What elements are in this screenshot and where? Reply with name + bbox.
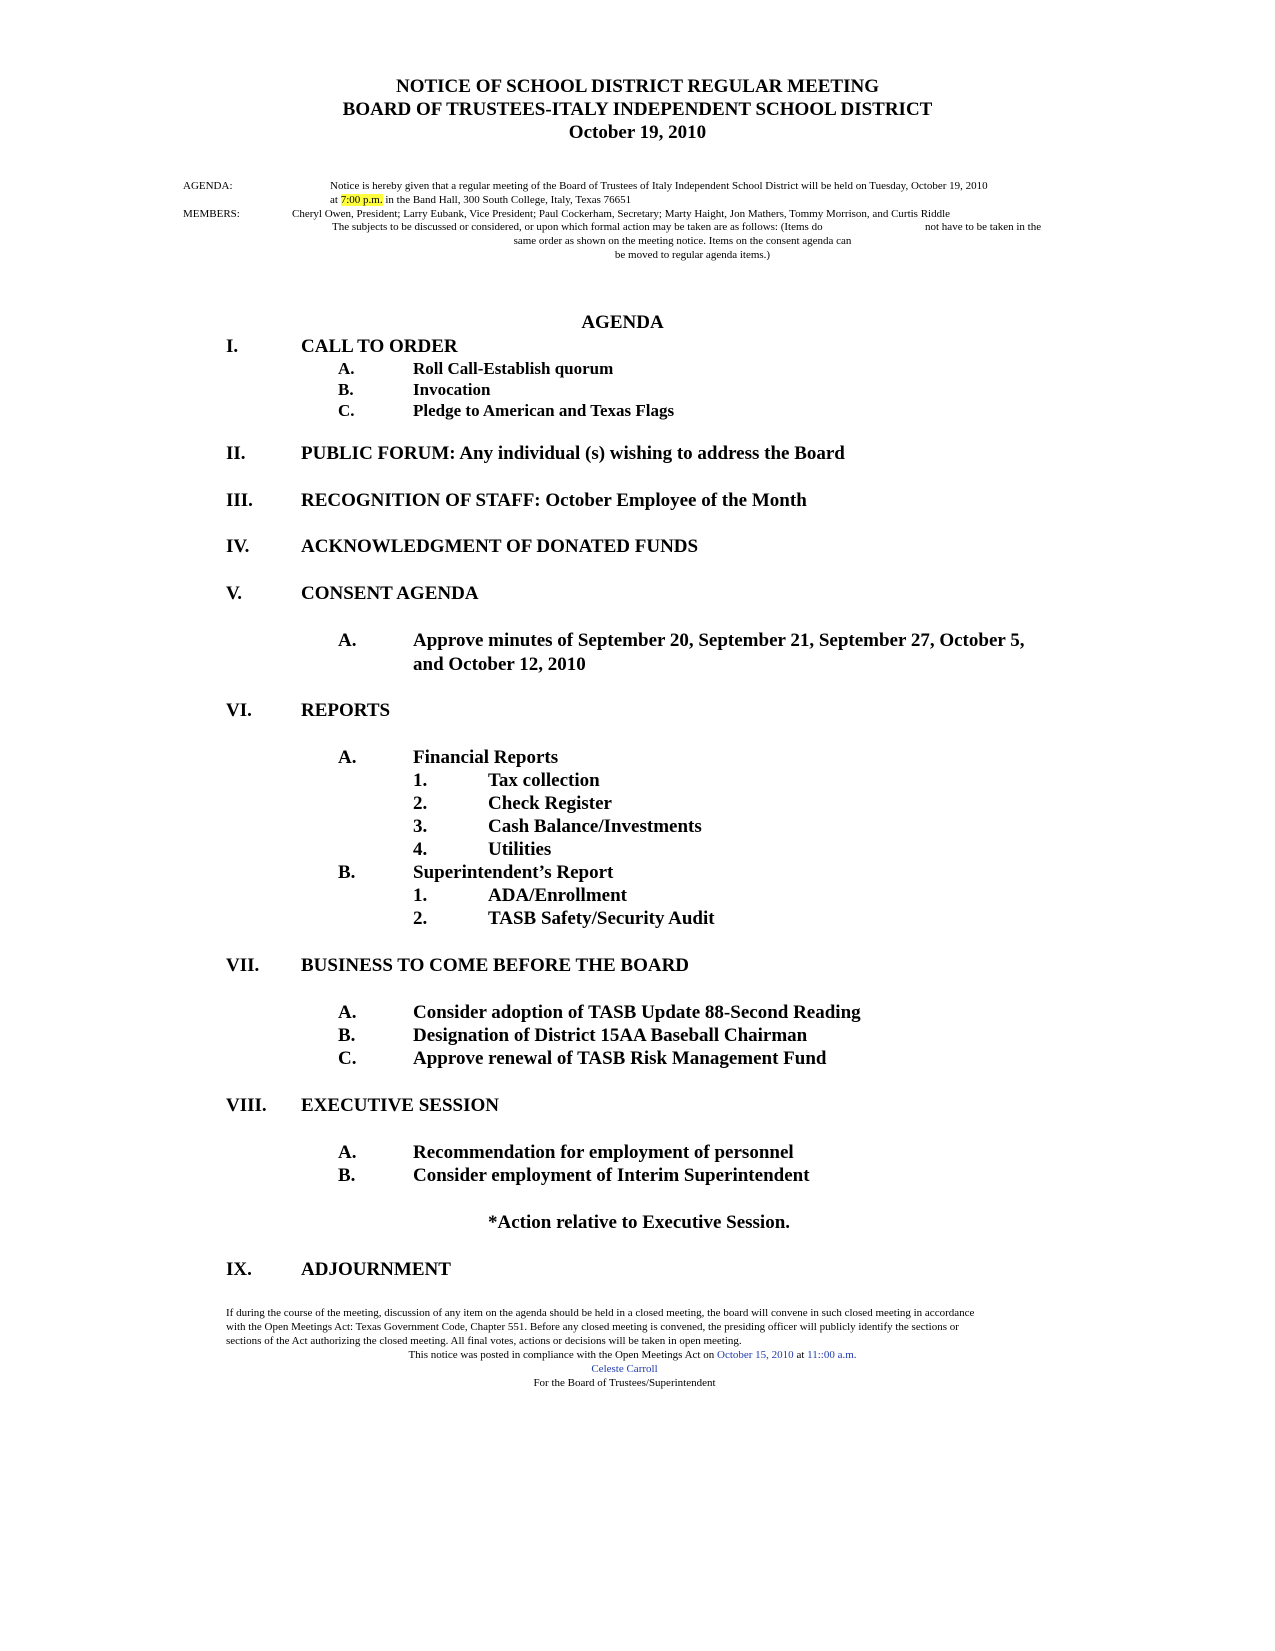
item-tasb-update: Consider adoption of TASB Update 88-Second Reading: [413, 1002, 861, 1023]
posting-statement: This notice was posted in compliance with the Open Meetings Act on October 15, 2010 at 11::00 a.m.: [408, 1349, 857, 1361]
item-letter: A.: [338, 1002, 357, 1023]
subjects-line-3: be moved to regular agenda items.): [614, 249, 771, 261]
item-invocation: Invocation: [413, 380, 491, 399]
subitem-number: 3.: [413, 816, 428, 837]
signer-role: For the Board of Trustees/Superintendent: [533, 1377, 716, 1389]
notice-title: NOTICE OF SCHOOL DISTRICT REGULAR MEETING: [395, 76, 879, 97]
section-number: III.: [226, 490, 253, 511]
item-letter: B.: [338, 1025, 356, 1046]
item-interim-superintendent: Consider employment of Interim Superintendent: [413, 1165, 810, 1186]
item-letter: C.: [338, 1048, 357, 1069]
section-recognition-of-staff: RECOGNITION OF STAFF: October Employee of the Month: [301, 490, 807, 511]
subitem-check-register: Check Register: [488, 793, 612, 814]
subitem-number: 1.: [413, 885, 428, 906]
agenda-label: AGENDA:: [183, 180, 233, 192]
agenda-notice-line-2: at 7:00 p.m. in the Band Hall, 300 South College, Italy, Texas 76651: [330, 194, 632, 206]
section-number: VIII.: [226, 1095, 267, 1116]
section-call-to-order: CALL TO ORDER: [301, 336, 458, 357]
section-number: I.: [226, 336, 239, 357]
section-business: BUSINESS TO COME BEFORE THE BOARD: [301, 955, 690, 976]
subjects-line-1a: The subjects to be discussed or considered, or upon which formal action may be taken are as follows: (Items do: [332, 221, 823, 233]
section-adjournment: ADJOURNMENT: [301, 1259, 451, 1280]
item-letter: B.: [338, 862, 356, 883]
item-letter: A.: [338, 359, 355, 378]
item-letter: A.: [338, 1142, 357, 1163]
item-pledge: Pledge to American and Texas Flags: [413, 401, 675, 420]
item-baseball-chairman: Designation of District 15AA Baseball Chairman: [413, 1025, 808, 1046]
section-reports: REPORTS: [301, 700, 391, 721]
subitem-ada-enrollment: ADA/Enrollment: [488, 885, 627, 906]
section-consent-agenda: CONSENT AGENDA: [301, 583, 479, 604]
subitem-tax-collection: Tax collection: [488, 770, 600, 791]
closed-meeting-notice: If during the course of the meeting, discussion of any item on the agenda should be held in a closed meeting, the board will convene in such closed meeting in accordance with the Open Meetings Act: Texas Government Code, Chapter 551. Before any closed meeting is convened, the presiding officer will publicly identify the sections or sections of the Act authorizing the closed meeting. All final votes, actions or decisions will be taken in open meeting.: [226, 1307, 975, 1347]
section-number: V.: [226, 583, 243, 604]
subjects-line-1b: not have to be taken in the: [925, 221, 1042, 233]
members-list: Cheryl Owen, President; Larry Eubank, Vice President; Paul Cockerham, Secretary; Marty Haight, Jon Mathers, Tommy Morrison, and Curtis Riddle: [292, 208, 951, 220]
subitem-safety-audit: TASB Safety/Security Audit: [488, 908, 715, 929]
item-employment-personnel: Recommendation for employment of personnel: [413, 1142, 794, 1163]
section-number: II.: [226, 443, 246, 464]
item-financial-reports: Financial Reports: [413, 747, 559, 768]
section-number: IX.: [226, 1259, 252, 1280]
board-title: BOARD OF TRUSTEES-ITALY INDEPENDENT SCHOOL DISTRICT: [342, 99, 933, 120]
subitem-utilities: Utilities: [488, 839, 552, 860]
item-roll-call: Roll Call-Establish quorum: [413, 359, 614, 378]
item-approve-minutes-line-1: Approve minutes of September 20, September 21, September 27, October 5,: [413, 630, 1025, 651]
agenda-notice-line-1: Notice is hereby given that a regular meeting of the Board of Trustees of Italy Independent School District will be held on Tuesday, October 19, 2010: [330, 180, 988, 192]
item-approve-minutes-line-2: and October 12, 2010: [413, 654, 586, 675]
item-letter: B.: [338, 1165, 356, 1186]
section-number: IV.: [226, 536, 250, 557]
subitem-number: 4.: [413, 839, 428, 860]
subitem-number: 2.: [413, 908, 428, 929]
agenda-heading: AGENDA: [581, 312, 664, 333]
item-risk-management: Approve renewal of TASB Risk Management Fund: [413, 1048, 827, 1069]
section-number: VI.: [226, 700, 252, 721]
subitem-cash-balance: Cash Balance/Investments: [488, 816, 702, 837]
section-public-forum: PUBLIC FORUM: Any individual (s) wishing to address the Board: [301, 443, 845, 464]
posted-time: 11::00 a.m.: [807, 1349, 857, 1361]
section-executive-session: EXECUTIVE SESSION: [301, 1095, 499, 1116]
posted-date: October 15, 2010: [717, 1349, 794, 1361]
meeting-time-highlight: 7:00 p.m.: [340, 194, 383, 206]
subitem-number: 1.: [413, 770, 428, 791]
item-superintendent-report: Superintendent’s Report: [413, 862, 614, 883]
item-letter: A.: [338, 747, 357, 768]
signer-name: Celeste Carroll: [591, 1363, 658, 1375]
meeting-date: October 19, 2010: [568, 122, 707, 143]
subitem-number: 2.: [413, 793, 428, 814]
item-letter: C.: [338, 401, 355, 420]
action-note: *Action relative to Executive Session.: [488, 1212, 791, 1233]
section-number: VII.: [226, 955, 260, 976]
section-donated-funds: ACKNOWLEDGMENT OF DONATED FUNDS: [301, 536, 699, 557]
members-label: MEMBERS:: [183, 208, 240, 220]
item-letter: B.: [338, 380, 354, 399]
subjects-line-2: same order as shown on the meeting notice. Items on the consent agenda can: [513, 235, 852, 247]
item-letter: A.: [338, 630, 357, 651]
